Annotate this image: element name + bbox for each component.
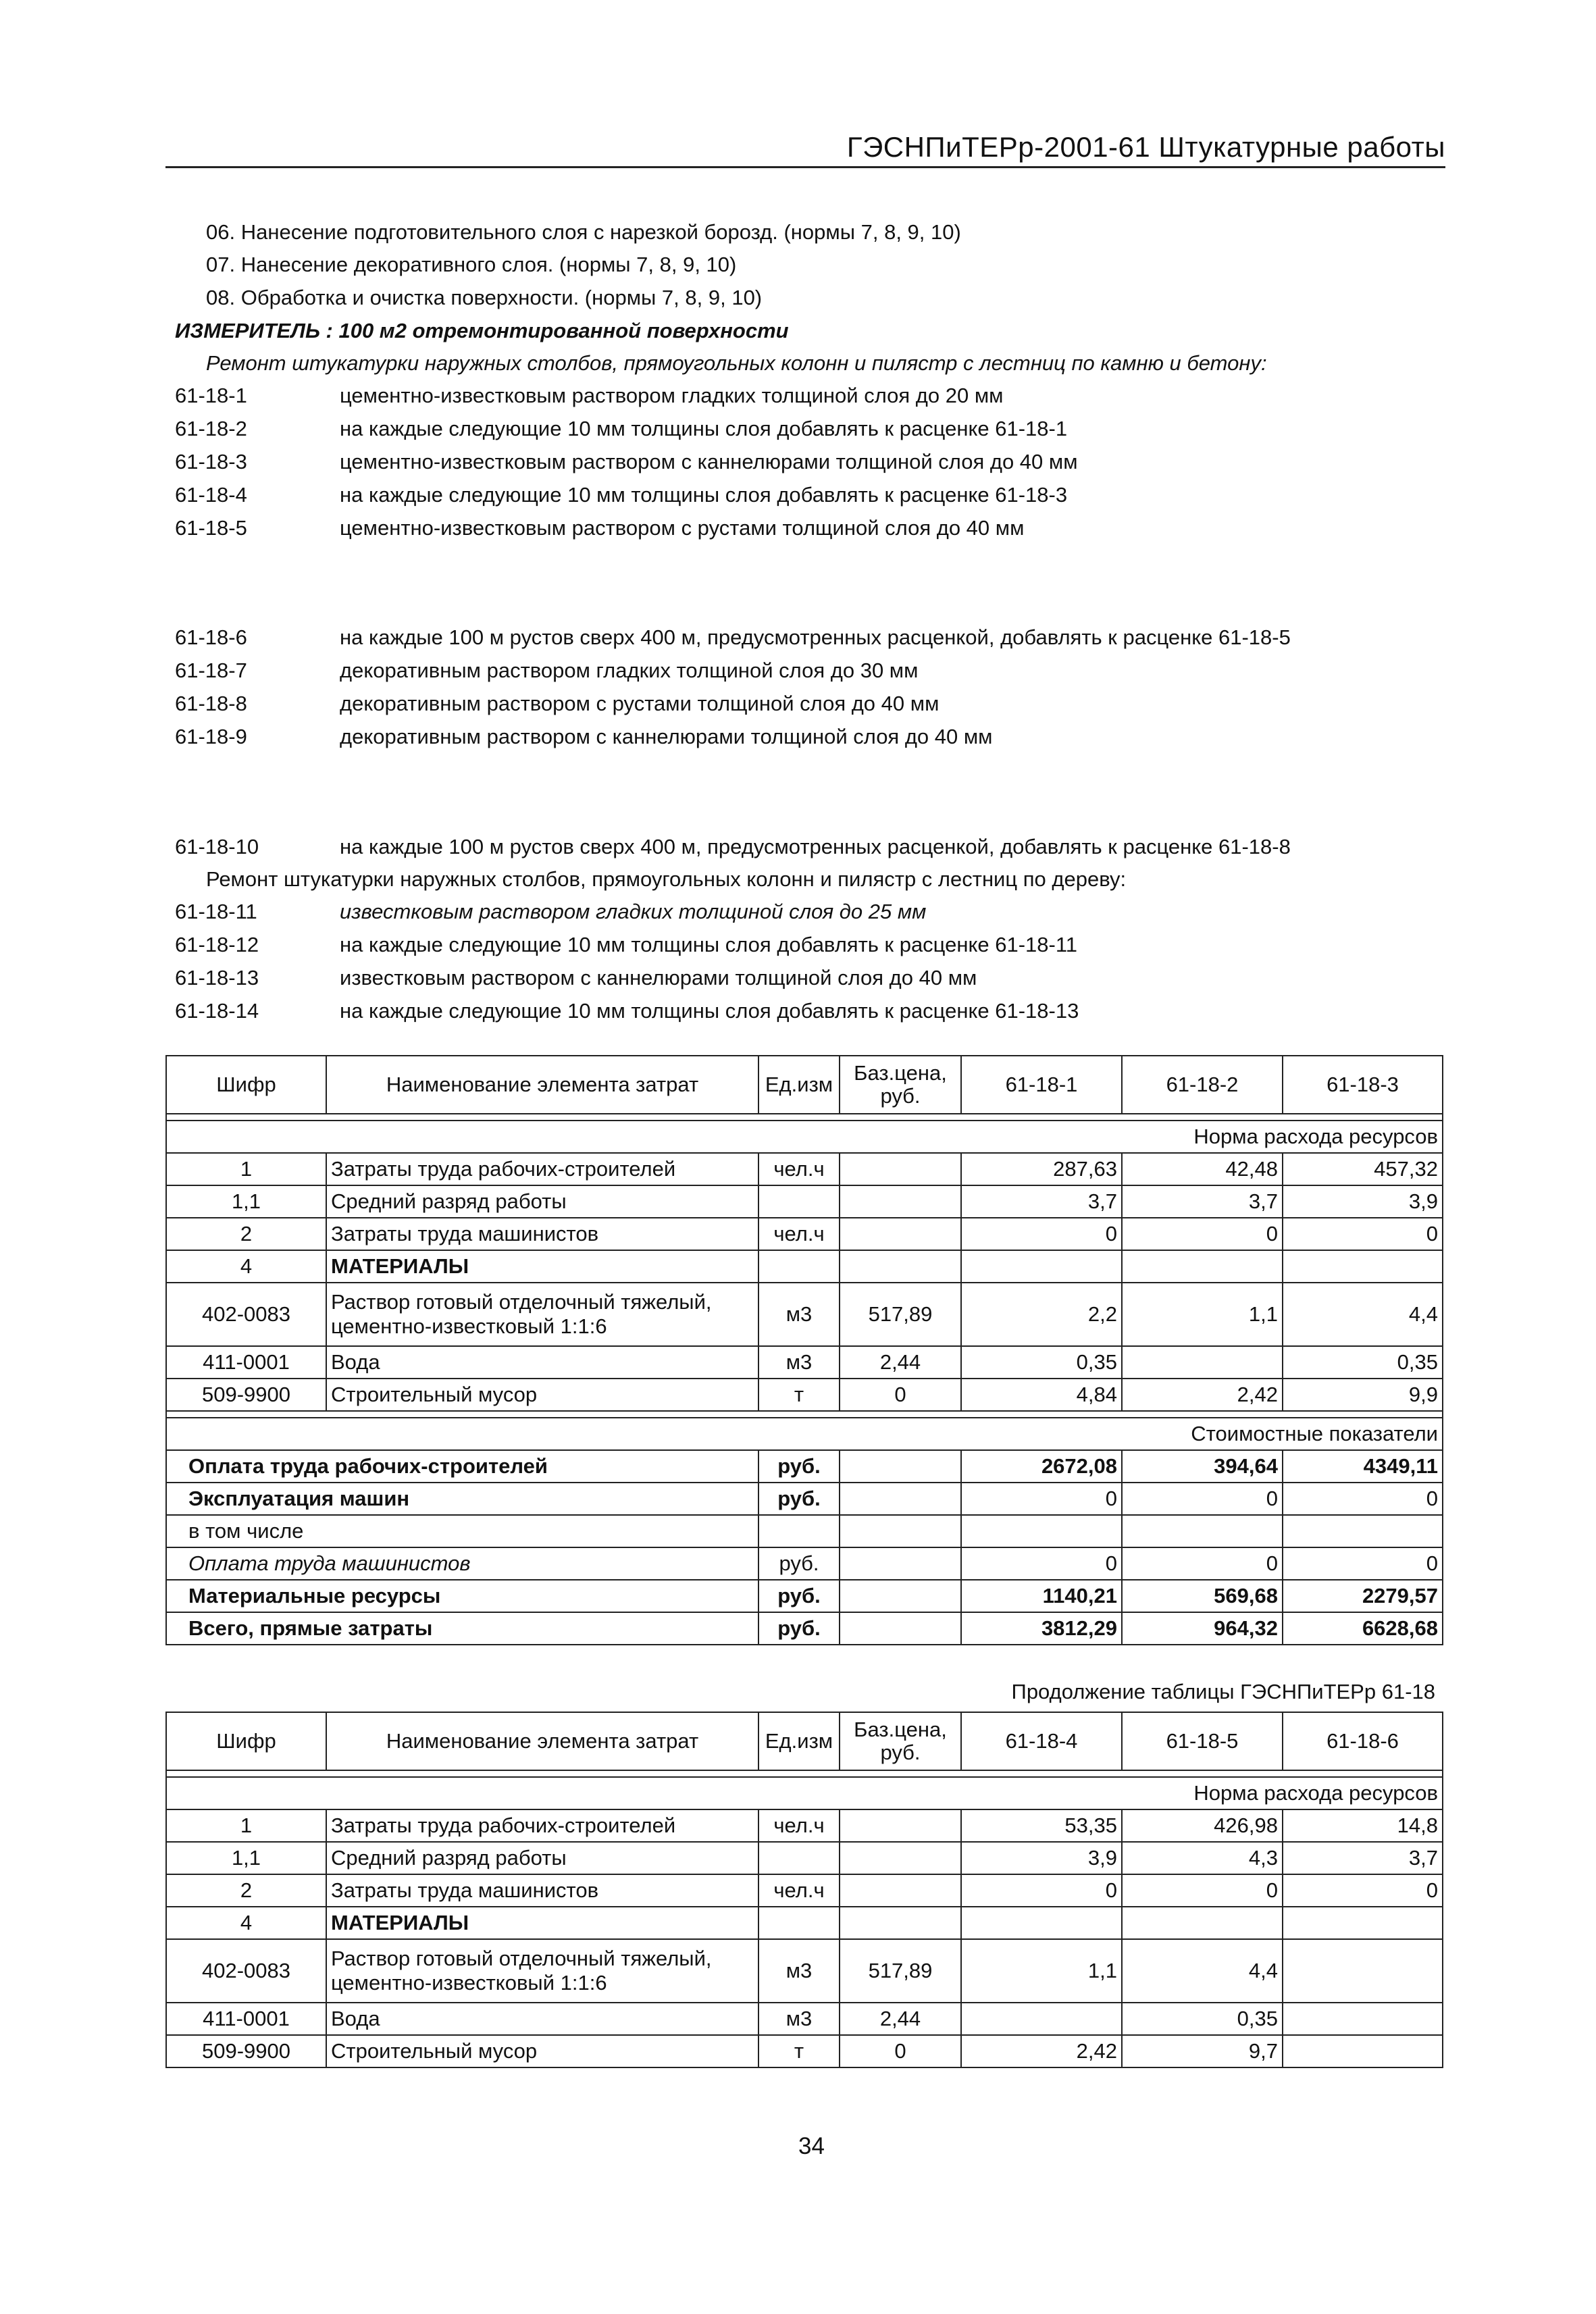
cost-unit: руб.: [758, 1547, 840, 1580]
cell-value: 42,48: [1122, 1153, 1283, 1185]
cell-value: 3,7: [1283, 1842, 1443, 1874]
cell-value: [1283, 1250, 1443, 1283]
cost-value: 569,68: [1122, 1580, 1283, 1612]
norm-code: 61-18-2: [175, 417, 247, 440]
cost-value: 2672,08: [961, 1450, 1122, 1483]
cell-value: [961, 2003, 1122, 2035]
cell-name: Затраты труда рабочих-строителей: [326, 1809, 758, 1842]
table-row: [166, 1218, 1443, 1250]
section-label-cost: Стоимостные показатели: [166, 1418, 1443, 1450]
cost-name: Оплата труда рабочих-строителей: [166, 1450, 758, 1483]
cell-code: 1,1: [166, 1842, 326, 1874]
norm-code: 61-18-13: [175, 966, 259, 989]
cell-value: 2,42: [961, 2035, 1122, 2067]
cell-unit: м3: [758, 2003, 840, 2035]
norm-desc: на каждые следующие 10 мм толщины слоя добавлять к расценке 61-18-3: [340, 483, 1068, 507]
col-header-norm: 61-18-3: [1283, 1056, 1443, 1114]
cell-value: 0: [1122, 1218, 1283, 1250]
measure-unit: ИЗМЕРИТЕЛЬ : 100 м2 отремонтированной поверхности: [175, 319, 789, 342]
intro-item-06: 06. Нанесение подготовительного слоя с нарезкой борозд. (нормы 7, 8, 9, 10): [206, 220, 961, 244]
cell-value: 53,35: [961, 1809, 1122, 1842]
norm-desc: декоративным раствором с каннелюрами толщиной слоя до 40 мм: [340, 725, 993, 748]
norm-desc: декоративным раствором гладких толщиной слоя до 30 мм: [340, 659, 919, 682]
norm-code: 61-18-10: [175, 835, 259, 858]
norm-desc: декоративным раствором с рустами толщиной слоя до 40 мм: [340, 692, 939, 715]
cell-code: 4: [166, 1250, 326, 1283]
table-row: [166, 1346, 1443, 1379]
cell-unit: м3: [758, 1283, 840, 1346]
cell-unit: [758, 1842, 840, 1874]
cell-unit: чел.ч: [758, 1153, 840, 1185]
cost-name: Всего, прямые затраты: [166, 1612, 758, 1645]
cell-unit: м3: [758, 1939, 840, 2003]
cell-name: Средний разряд работы: [326, 1842, 758, 1874]
cost-value: [1122, 1515, 1283, 1547]
cost-name: Эксплуатация машин: [166, 1483, 758, 1515]
cell-price: [840, 1250, 961, 1283]
cost-value: [1283, 1515, 1443, 1547]
cost-value: 6628,68: [1283, 1612, 1443, 1645]
group-heading-stone: Ремонт штукатурки наружных столбов, прямоугольных колонн и пилястр с лестниц по камню и бетону:: [206, 351, 1267, 375]
table-row: [166, 1874, 1443, 1907]
cell-value: 0: [1122, 1874, 1283, 1907]
cell-value: 0,35: [1283, 1346, 1443, 1379]
cell-price: [840, 1874, 961, 1907]
col-header-norm: 61-18-1: [961, 1056, 1122, 1114]
norm-desc: на каждые 100 м рустов сверх 400 м, предусмотренных расценкой, добавлять к расценке 61-18-8: [340, 835, 1291, 858]
col-header-price: Баз.цена, руб.: [840, 1056, 961, 1114]
cell-value: 1,1: [961, 1939, 1122, 2003]
cost-name: в том числе: [166, 1515, 758, 1547]
col-header-name: Наименование элемента затрат: [326, 1712, 758, 1770]
cost-value: 0: [1283, 1483, 1443, 1515]
norm-code: 61-18-8: [175, 692, 247, 715]
cell-unit: чел.ч: [758, 1874, 840, 1907]
norm-desc: на каждые 100 м рустов сверх 400 м, предусмотренных расценкой, добавлять к расценке 61-18-5: [340, 625, 1291, 649]
cell-value: [1283, 2003, 1443, 2035]
table-row: [166, 1907, 1443, 1939]
norm-code: 61-18-14: [175, 999, 259, 1023]
cell-value: 3,7: [961, 1185, 1122, 1218]
cell-price: [840, 1218, 961, 1250]
norm-desc: цементно-известковым раствором с рустами толщиной слоя до 40 мм: [340, 516, 1025, 540]
norm-code: 61-18-6: [175, 625, 247, 649]
cost-price-empty: [840, 1483, 961, 1515]
norm-code: 61-18-5: [175, 516, 247, 540]
cost-value: 0: [1122, 1483, 1283, 1515]
cell-name: Затраты труда машинистов: [326, 1874, 758, 1907]
table-row: [166, 1809, 1443, 1842]
cost-name: Оплата труда машинистов: [166, 1547, 758, 1580]
cell-value: [1283, 1907, 1443, 1939]
cell-name: Затраты труда рабочих-строителей: [326, 1153, 758, 1185]
cell-value: 0,35: [961, 1346, 1122, 1379]
cell-unit: [758, 1185, 840, 1218]
norm-code: 61-18-9: [175, 725, 247, 748]
cell-value: 4,4: [1122, 1939, 1283, 2003]
group-heading-wood: Ремонт штукатурки наружных столбов, прямоугольных колонн и пилястр с лестниц по дереву:: [206, 867, 1127, 891]
cell-code: 1: [166, 1809, 326, 1842]
cell-code: 509-9900: [166, 1379, 326, 1411]
norm-desc: на каждые следующие 10 мм толщины слоя добавлять к расценке 61-18-11: [340, 933, 1078, 956]
table-row: [166, 1939, 1443, 2003]
cost-row: [166, 1580, 1443, 1612]
col-header-name: Наименование элемента затрат: [326, 1056, 758, 1114]
norm-desc: цементно-известковым раствором гладких толщиной слоя до 20 мм: [340, 384, 1004, 407]
cost-price-empty: [840, 1515, 961, 1547]
cell-code: 2: [166, 1218, 326, 1250]
cell-unit: т: [758, 1379, 840, 1411]
cost-unit: руб.: [758, 1450, 840, 1483]
cell-price: [840, 1185, 961, 1218]
col-header-unit: Ед.изм: [758, 1056, 840, 1114]
cost-price-empty: [840, 1612, 961, 1645]
table-row: [166, 1842, 1443, 1874]
cell-name: Раствор готовый отделочный тяжелый, цементно-известковый 1:1:6: [326, 1939, 758, 2003]
col-header-unit: Ед.изм: [758, 1712, 840, 1770]
cell-code: 411-0001: [166, 1346, 326, 1379]
cell-value: 14,8: [1283, 1809, 1443, 1842]
cell-name: Средний разряд работы: [326, 1185, 758, 1218]
cell-value: 426,98: [1122, 1809, 1283, 1842]
table-continuation-caption: Продолжение таблицы ГЭСНПиТЕРр 61-18: [1011, 1680, 1435, 1703]
cell-unit: [758, 1250, 840, 1283]
cell-value: [961, 1250, 1122, 1283]
cell-value: 2,42: [1122, 1379, 1283, 1411]
cost-row: [166, 1612, 1443, 1645]
cell-price: 517,89: [840, 1283, 961, 1346]
cost-row: [166, 1515, 1443, 1547]
cell-code: 402-0083: [166, 1283, 326, 1346]
cost-price-empty: [840, 1450, 961, 1483]
table-row: [166, 1185, 1443, 1218]
cell-value: 457,32: [1283, 1153, 1443, 1185]
cell-value: 3,9: [1283, 1185, 1443, 1218]
cost-unit: [758, 1515, 840, 1547]
table-row: [166, 2003, 1443, 2035]
cost-value: 964,32: [1122, 1612, 1283, 1645]
cost-row: [166, 1483, 1443, 1515]
cost-value: 0: [961, 1483, 1122, 1515]
cell-code: 2: [166, 1874, 326, 1907]
table-row: [166, 1250, 1443, 1283]
cost-value: 3812,29: [961, 1612, 1122, 1645]
cost-value: 0: [961, 1547, 1122, 1580]
cell-price: [840, 1809, 961, 1842]
cell-price: 0: [840, 2035, 961, 2067]
norm-code: 61-18-11: [175, 900, 257, 923]
cell-value: 0: [961, 1218, 1122, 1250]
cell-name: Строительный мусор: [326, 2035, 758, 2067]
norm-desc: известковым раствором с каннелюрами толщиной слоя до 40 мм: [340, 966, 977, 989]
cell-value: 9,7: [1122, 2035, 1283, 2067]
cell-value: 2,2: [961, 1283, 1122, 1346]
cell-code: 4: [166, 1907, 326, 1939]
norm-code: 61-18-12: [175, 933, 259, 956]
col-header-price: Баз.цена, руб.: [840, 1712, 961, 1770]
cost-table-2: [165, 1712, 1443, 2068]
cell-code: 1,1: [166, 1185, 326, 1218]
cell-code: 1: [166, 1153, 326, 1185]
cell-unit: чел.ч: [758, 1218, 840, 1250]
cell-value: [1122, 1250, 1283, 1283]
cell-price: [840, 1153, 961, 1185]
norm-desc: на каждые следующие 10 мм толщины слоя добавлять к расценке 61-18-1: [340, 417, 1068, 440]
section-label-norm: Норма расхода ресурсов: [166, 1121, 1443, 1153]
cell-value: [1122, 1907, 1283, 1939]
cell-name: МАТЕРИАЛЫ: [326, 1250, 758, 1283]
intro-item-07: 07. Нанесение декоративного слоя. (нормы 7, 8, 9, 10): [206, 253, 737, 276]
norm-desc: известковым раствором гладких толщиной слоя до 25 мм: [340, 900, 927, 923]
cell-name: Вода: [326, 1346, 758, 1379]
cell-price: 2,44: [840, 1346, 961, 1379]
cell-name: Строительный мусор: [326, 1379, 758, 1411]
table-row: [166, 1283, 1443, 1346]
norm-desc: на каждые следующие 10 мм толщины слоя добавлять к расценке 61-18-13: [340, 999, 1079, 1023]
table-row: [166, 1153, 1443, 1185]
cell-code: 402-0083: [166, 1939, 326, 2003]
cell-value: [1283, 1939, 1443, 2003]
header-title: ГЭСНПиТЕРр-2001-61 Штукатурные работы: [846, 131, 1445, 163]
cell-value: 3,9: [961, 1842, 1122, 1874]
cost-value: 0: [1283, 1547, 1443, 1580]
cell-price: 0: [840, 1379, 961, 1411]
table-row: [166, 1379, 1443, 1411]
norm-code: 61-18-7: [175, 659, 247, 682]
cell-value: [1283, 2035, 1443, 2067]
cell-price: [840, 1907, 961, 1939]
cell-value: 0,35: [1122, 2003, 1283, 2035]
cell-unit: т: [758, 2035, 840, 2067]
cell-value: 9,9: [1283, 1379, 1443, 1411]
cell-value: 0: [961, 1874, 1122, 1907]
cost-price-empty: [840, 1580, 961, 1612]
cell-unit: м3: [758, 1346, 840, 1379]
cell-value: 4,4: [1283, 1283, 1443, 1346]
cost-price-empty: [840, 1547, 961, 1580]
cost-value: 0: [1122, 1547, 1283, 1580]
cell-value: 287,63: [961, 1153, 1122, 1185]
cell-value: [1122, 1346, 1283, 1379]
col-header-code: Шифр: [166, 1712, 326, 1770]
cost-row: [166, 1450, 1443, 1483]
cost-value: [961, 1515, 1122, 1547]
cell-value: 4,84: [961, 1379, 1122, 1411]
norm-code: 61-18-1: [175, 384, 247, 407]
col-header-norm: 61-18-6: [1283, 1712, 1443, 1770]
table-spacer: [166, 1411, 1443, 1418]
cell-value: 1,1: [1122, 1283, 1283, 1346]
cell-value: 3,7: [1122, 1185, 1283, 1218]
section-label-norm: Норма расхода ресурсов: [166, 1777, 1443, 1809]
cell-unit: чел.ч: [758, 1809, 840, 1842]
table-row: [166, 2035, 1443, 2067]
col-header-norm: 61-18-5: [1122, 1712, 1283, 1770]
col-header-norm: 61-18-4: [961, 1712, 1122, 1770]
cell-value: 0: [1283, 1874, 1443, 1907]
cell-price: 517,89: [840, 1939, 961, 2003]
cell-code: 509-9900: [166, 2035, 326, 2067]
cost-unit: руб.: [758, 1483, 840, 1515]
table-spacer: [166, 1770, 1443, 1777]
cell-name: Раствор готовый отделочный тяжелый, цементно-известковый 1:1:6: [326, 1283, 758, 1346]
col-header-norm: 61-18-2: [1122, 1056, 1283, 1114]
cell-price: [840, 1842, 961, 1874]
cell-name: МАТЕРИАЛЫ: [326, 1907, 758, 1939]
cost-value: 2279,57: [1283, 1580, 1443, 1612]
norm-code: 61-18-3: [175, 450, 247, 473]
cell-name: Вода: [326, 2003, 758, 2035]
cost-table-1: [165, 1055, 1443, 1645]
cost-value: 1140,21: [961, 1580, 1122, 1612]
cost-name: Материальные ресурсы: [166, 1580, 758, 1612]
cost-unit: руб.: [758, 1580, 840, 1612]
cell-code: 411-0001: [166, 2003, 326, 2035]
cell-value: 4,3: [1122, 1842, 1283, 1874]
cost-value: 4349,11: [1283, 1450, 1443, 1483]
table-spacer: [166, 1114, 1443, 1121]
col-header-code: Шифр: [166, 1056, 326, 1114]
norm-desc: цементно-известковым раствором с каннелюрами толщиной слоя до 40 мм: [340, 450, 1078, 473]
cell-value: [961, 1907, 1122, 1939]
cost-value: 394,64: [1122, 1450, 1283, 1483]
cell-value: 0: [1283, 1218, 1443, 1250]
cell-price: 2,44: [840, 2003, 961, 2035]
intro-item-08: 08. Обработка и очистка поверхности. (нормы 7, 8, 9, 10): [206, 286, 763, 309]
cell-unit: [758, 1907, 840, 1939]
norm-code: 61-18-4: [175, 483, 247, 507]
page-number: 34: [798, 2133, 825, 2159]
cost-unit: руб.: [758, 1612, 840, 1645]
cell-name: Затраты труда машинистов: [326, 1218, 758, 1250]
page-header: [165, 130, 1445, 168]
cost-row: [166, 1547, 1443, 1580]
